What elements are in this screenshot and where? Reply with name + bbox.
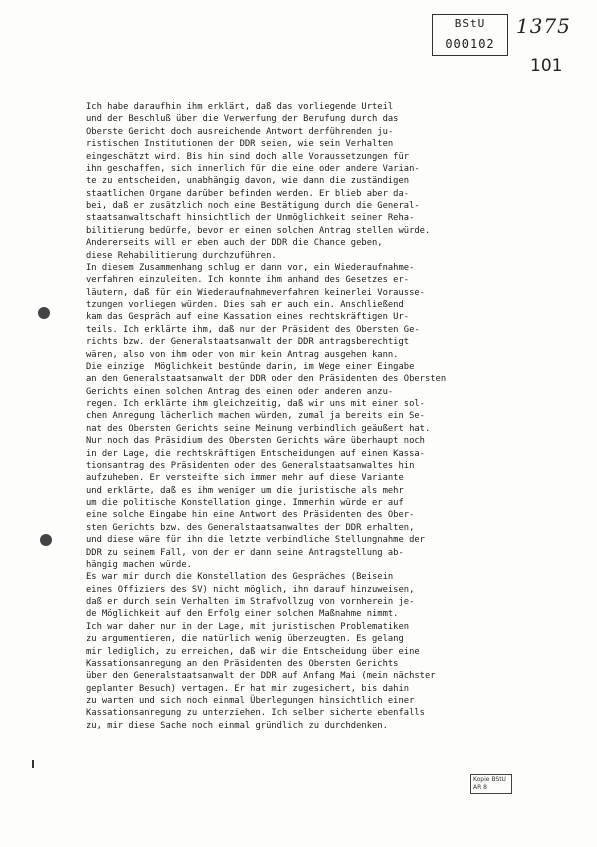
copy-stamp-line2: AR 8 (473, 784, 487, 791)
archive-stamp-title: BStU (454, 17, 486, 30)
punch-hole (38, 307, 50, 319)
copy-stamp (470, 774, 512, 794)
archive-stamp (432, 14, 508, 56)
punch-hole (40, 534, 52, 546)
handwritten-number: 1375 (516, 14, 571, 38)
copy-stamp-line1: Kopie BStU (473, 776, 506, 783)
archive-stamp-number: 000102 (445, 37, 495, 51)
body-text: Ich habe daraufhin ihm erklärt, daß das vorliegende Urteil und der Beschluß über die Verwerfung der Berufung durch das Oberste Gericht doch ausreichende Antwort derführenden ju- ristischen Institutionen der DDR seien, wie sein Verhalten eingeschätzt wird. Bis hin sind doch alle Voraussetzungen für ihn geschaffen, sich innerlich für die eine oder andere Varian- te zu entscheiden, unabhängig davon, wie dann die zuständigen staatlichen Organe darüber befinden werden. Er blieb aber da- bei, daß er zusätzlich noch eine Bestätigung durch die General- staatsanwaltschaft hinsichtlich der Unmöglichkeit seiner Reha- bilitierung bedürfe, bevor er einen solchen Antrag stellen würde. Andererseits will er eben auch der DDR die Chance geben, diese Rehabilitierung durchzuführen. In diesem Zusammenhang schlug er dann vor, ein Wiederaufnahme- verfahren einzuleiten. Ich konnte ihm anhand des Gesetzes er- läutern, daß für ein Wiederaufnahmeverfahren keinerlei Vorausse- tzungen vorliegen würden. Dies sah er auch ein. Anschließend kam das Gespräch auf eine Kassation eines rechtskräftigen Ur- teils. Ich erklärte ihm, daß nur der Präsident des Obersten Ge- richts bzw. der Generalstaatsanwalt der DDR antragsberechtigt wären, also von ihm oder von mir kein Antrag ausgehen kann. Die einzige Möglichkeit bestünde darin, im Wege einer Eingabe an den Generalstaatsanwalt der DDR oder den Präsidenten des Obersten Gerichts einen solchen Antrag des einen oder anderen anzu- regen. Ich erklärte ihm gleichzeitig, daß wir uns mit einer sol- chen Anregung lächerlich machen würden, zumal ja bereits ein Se- nat des Obersten Gerichts seine Meinung verbindlich geäußert hat. Nur noch das Präsidium des Obersten Gerichts wäre überhaupt noch in der Lage, die rechtskräftigen Entscheidungen auf einen Kassa- tionsantrag des Präsidenten oder des Generalstaatsanwaltes hin aufzuheben. Er versteifte sich immer mehr auf diese Variante und erklärte, daß es ihm weniger um die juristische als mehr um die politische Konstellation ginge. Immerhin würde er auf eine solche Eingabe hin eine Antwort des Präsidenten des Ober- sten Gerichts bzw. des Generalstaatsanwaltes der DDR erhalten, und diese wäre für ihn die letzte verbindliche Stellungnahme der DDR zu seinem Fall, von der er dann seine Antragstellung ab- hängig machen würde. Es war mir durch die Konstellation des Gespräches (Beisein eines Offiziers des SV) nicht möglich, ihn darauf hinzuweisen, daß er durch sein Verhalten im Strafvollzug von vornherein je- de Möglichkeit auf den Erfolg einer solchen Maßnahme nimmt. Ich war daher nur in der Lage, mit juristischen Problematiken zu argumentieren, die natürlich wenig überzeugten. Es gelang mir lediglich, zu erreichen, daß wir die Entscheidung über eine Kassationsanregung an den Präsidenten des Obersten Gerichts über den Generalstaatsanwalt der DDR auf Anfang Mai (mein nächster geplanter Besuch) vertagen. Er hat mir zugesichert, bis dahin zu warten und sich noch einmal Überlegungen hinsichtlich einer Kassationsanregung zu unterziehen. Ich selber sicherte ebenfalls zu, mir diese Sache noch einmal gründlich zu durchdenken. (86, 102, 447, 731)
margin-mark (32, 760, 34, 768)
page-number: 101 (530, 56, 563, 76)
